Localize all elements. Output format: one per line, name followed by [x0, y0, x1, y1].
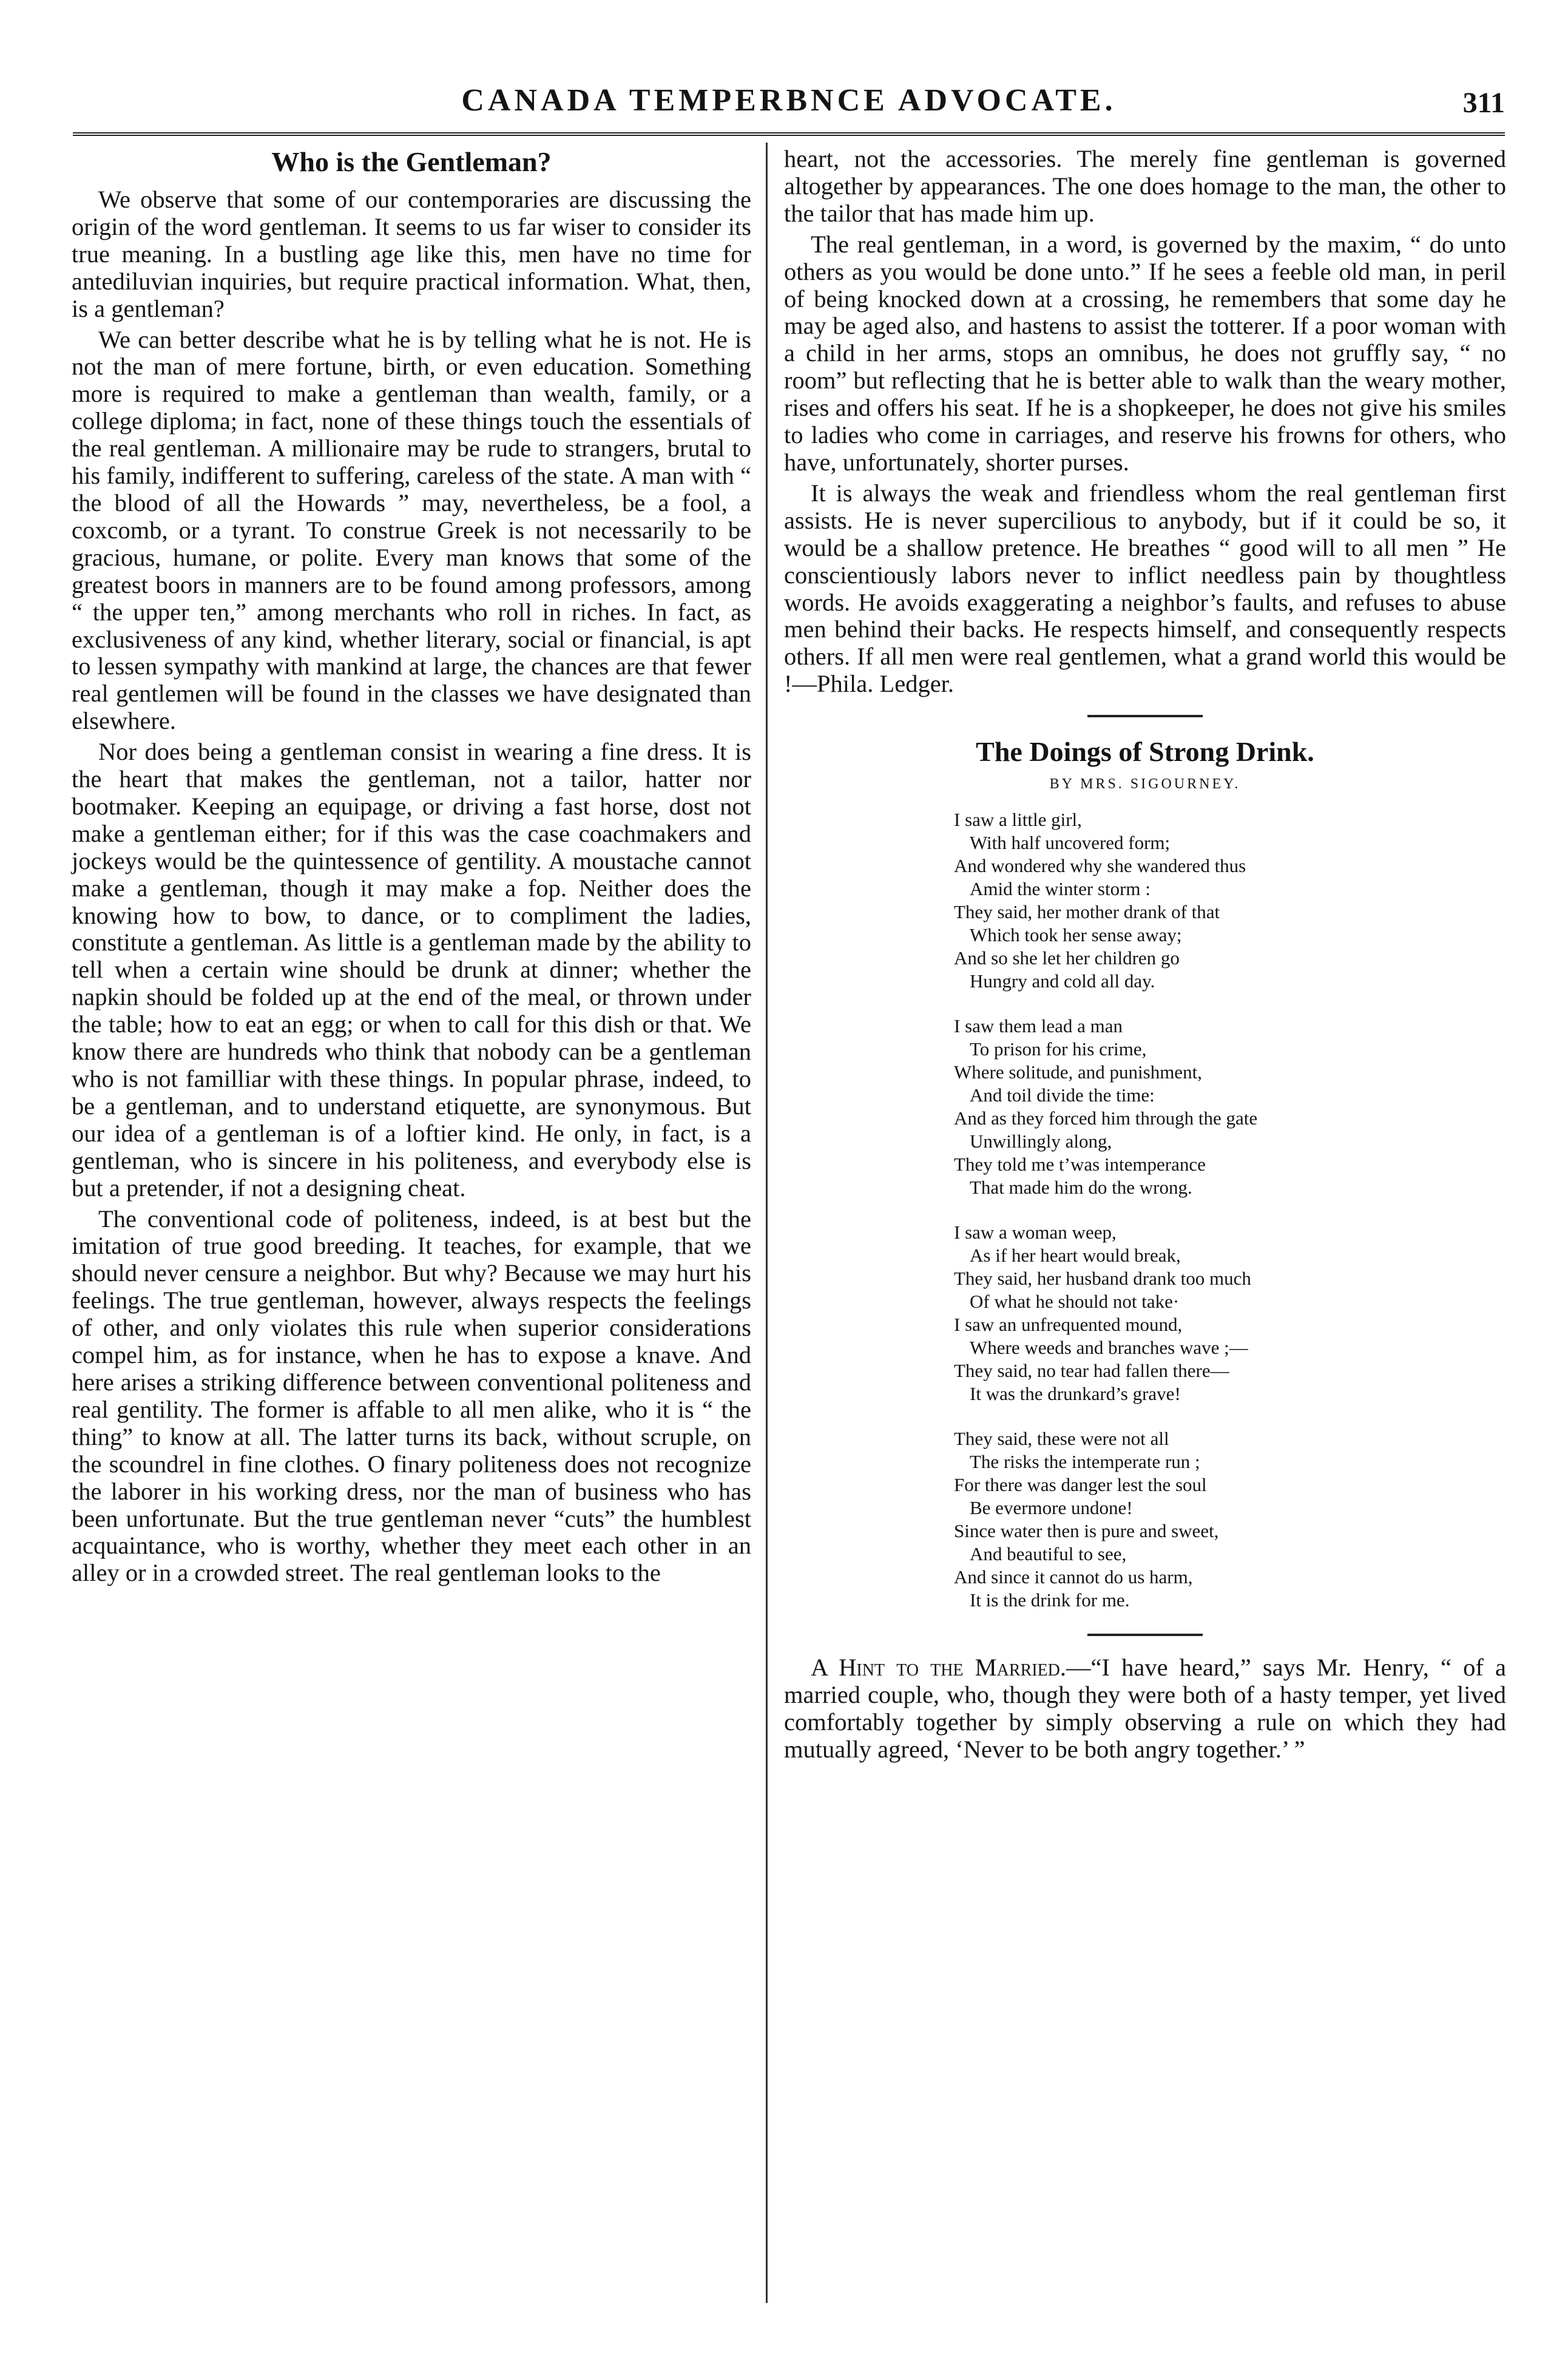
poem-line: To prison for his crime, [970, 1038, 1147, 1060]
page-number: 311 [1462, 87, 1505, 119]
running-title: CANADA TEMPERBNCE ADVOCATE. [461, 83, 1117, 118]
paragraph: The real gentleman, in a word, is governed by the maxim, “ do unto others as you would be done unto.” If he sees a feeble old man, in peril of being knocked down at a crossing, he remembers that some day he may be aged also, and hastens to assist the totterer. If a poor woman with a child in her arms, stops an omnibus, he does not gruffly say, “ no room” but reflecting that he is better able to walk than the weary mother, rises and offers his seat. If he is a shopkeeper, he does not give his smiles to ladies who come in carriages, and reserve his frowns for others, who have, unfortunately, shorter purses. [784, 230, 1506, 476]
poem-line: They said, her mother drank of that [954, 901, 1220, 923]
poem-line: Unwillingly along, [970, 1131, 1112, 1152]
poem-line: For there was danger lest the soul [954, 1474, 1207, 1496]
poem-line: I saw a little girl, [954, 809, 1082, 831]
section-rule [1087, 1634, 1203, 1636]
poem-line: Since water then is pure and sweet, [954, 1520, 1219, 1542]
poem-stanza [954, 808, 1506, 993]
poem [954, 808, 1506, 1612]
paragraph: We can better describe what he is by telling what he is not. He is not the man of mere fortune, birth, or even education. Something more is required to make a gentleman than wealth, family, or a college diploma; in fact, none of these things touch the essentials of the real gentleman. A millionaire may be rude to strangers, brutal to his family, indifferent to suffering, careless of the state. A man with “ the blood of all the Howards ” may, nevertheless, be a fool, a coxcomb, or a tyrant. To construe Greek is not necessarily to be gracious, humane, or polite. Every man knows that some of the greatest boors in manners are to be found among professors, among “ the upper ten,” among merchants who roll in riches. In fact, as exclusiveness of any kind, whether literary, social or financial, is apt to lessen sympathy with mankind at large, the chances are that fewer real gentlemen will be found in the classes we have designated than elsewhere. [72, 325, 751, 735]
poem-line: And wondered why she wandered thus [954, 855, 1246, 877]
poem-line: Hungry and cold all day. [970, 970, 1155, 992]
poem-line: And toil divide the time: [970, 1084, 1155, 1106]
poem-line: And since it cannot do us harm, [954, 1566, 1193, 1588]
poem-line: Be evermore undone! [970, 1497, 1133, 1519]
page-header [73, 78, 1505, 136]
poem-line: And beautiful to see, [970, 1543, 1127, 1565]
poem-line: The risks the intemperate run ; [970, 1451, 1200, 1473]
paragraph: The conventional code of politeness, indeed, is at best but the imitation of true good breeding. It teaches, for example, that we should never censure a neighbor. But why? Because we may hurt his feelings. The true gentleman, however, always respects the feelings of other, and only violates this rule when superior considerations compel him, as for instance, when he has to expose a knave. And here arises a striking difference between conventional politeness and real gentility. The former is affable to all men alike, who it is “ the thing” to know at all. The latter turns its back, without scruple, on the scoundrel in fine clothes. O finary politeness does not recognize the laborer in his working dress, nor the man of business who has been unfortunate. But the true gentleman never “cuts” the humblest acquaintance, who is worthy, whether they meet each other in an alley or in a crowded street. The real gentleman looks to the [72, 1205, 751, 1587]
poem-stanza [954, 1221, 1506, 1405]
poem-line: It was the drunkard’s grave! [970, 1383, 1181, 1405]
poem-line: I saw them lead a man [954, 1015, 1123, 1037]
poem-line: They said, these were not all [954, 1428, 1169, 1450]
poem-line: That made him do the wrong. [970, 1177, 1192, 1199]
poem-line: Of what he should not take· [970, 1291, 1180, 1313]
poem-line: They said, no tear had fallen there— [954, 1360, 1229, 1382]
hint-lead: A Hint to the Married. [811, 1654, 1067, 1682]
poem-line: Which took her sense away; [970, 924, 1182, 946]
article-title-gentleman: Who is the Gentleman? [271, 146, 552, 177]
poem-line: As if her heart would break, [970, 1245, 1181, 1266]
hint-text: —“I have heard,” says Mr. Henry, “ of a married couple, who, though they were both of a hasty temper, yet lived comfortably together by simply observing a rule on which they had mutually agreed, ‘Never to be both angry together.’ ” [784, 1654, 1506, 1763]
poem-line: And as they forced him through the gate [954, 1107, 1258, 1129]
poem-line: With half uncovered form; [970, 832, 1171, 854]
poem-byline: BY MRS. SIGOURNEY. [1049, 776, 1241, 793]
hint-paragraph [784, 1654, 1506, 1764]
paragraph: Nor does being a gentleman consist in wearing a fine dress. It is the heart that makes the gentleman, not a tailor, hatter nor bootmaker. Keeping an equipage, or driving a fast horse, dost not make a gentleman either; for if this was the case coachmakers and jockeys would be the quintessence of gentility. A moustache cannot make a gentleman, though it may make a fop. Neither does the knowing how to bow, to dance, or to compliment the ladies, constitute a gentleman. As little is a gentleman made by the ability to tell when a certain wine should be drunk at dinner; whether the napkin should be folded up at the end of the meal, or thrown under the table; how to eat an egg; or when to call for this dish or that. We know there are hundreds who think that nobody can be a gentleman who is not familliar with these things. In popular phrase, indeed, to be a gentleman, and to understand etiquette, are synonymous. But our idea of a gentleman is of a loftier kind. He only, in fact, is a gentleman, who is sincere in his politeness, and everybody else is but a pretender, if not a designing cheat. [72, 738, 751, 1202]
poem-stanza [954, 1427, 1506, 1612]
poem-line: Amid the winter storm : [970, 878, 1151, 900]
poem-line: Where solitude, and punishment, [954, 1061, 1202, 1083]
paragraph: We observe that some of our contemporaries are discussing the origin of the word gentleman. It seems to us far wiser to consider its true meaning. In a bustling age like this, men have no time for antediluvian inquiries, but require practical information. What, then, is a gentleman? [72, 186, 751, 322]
left-column [72, 146, 751, 1591]
poem-line: And so she let her children go [954, 947, 1180, 969]
poem-stanza [954, 1015, 1506, 1199]
poem-line: Where weeds and branches wave ;— [970, 1337, 1248, 1359]
poem-line: I saw an unfrequented mound, [954, 1314, 1183, 1336]
poem-line: They told me t’was intemperance [954, 1154, 1206, 1175]
section-rule [1087, 715, 1203, 717]
paragraph-continued: heart, not the accessories. The merely fine gentleman is governed altogether by appearances. The one does homage to the man, the other to the tailor that has made him up. [784, 145, 1506, 227]
poem-line: I saw a woman weep, [954, 1222, 1117, 1243]
poem-title: The Doings of Strong Drink. [976, 736, 1314, 768]
poem-line: It is the drink for me. [970, 1589, 1130, 1611]
right-column [784, 146, 1506, 1767]
paragraph: It is always the weak and friendless whom the real gentleman first assists. He is never supercilious to anybody, but if it could be so, it would be a shallow pretence. He breathes “ good will to all men ” He conscientiously labors never to inflict needless pain by thoughtless words. He avoids exaggerating a neighbor’s faults, and refuses to abuse men behind their backs. He respects himself, and consequently respects others. If all men were real gentlemen, what a grand world this would be !—Phila. Ledger. [784, 479, 1506, 698]
column-divider [766, 143, 768, 2303]
poem-line: They said, her husband drank too much [954, 1268, 1251, 1290]
